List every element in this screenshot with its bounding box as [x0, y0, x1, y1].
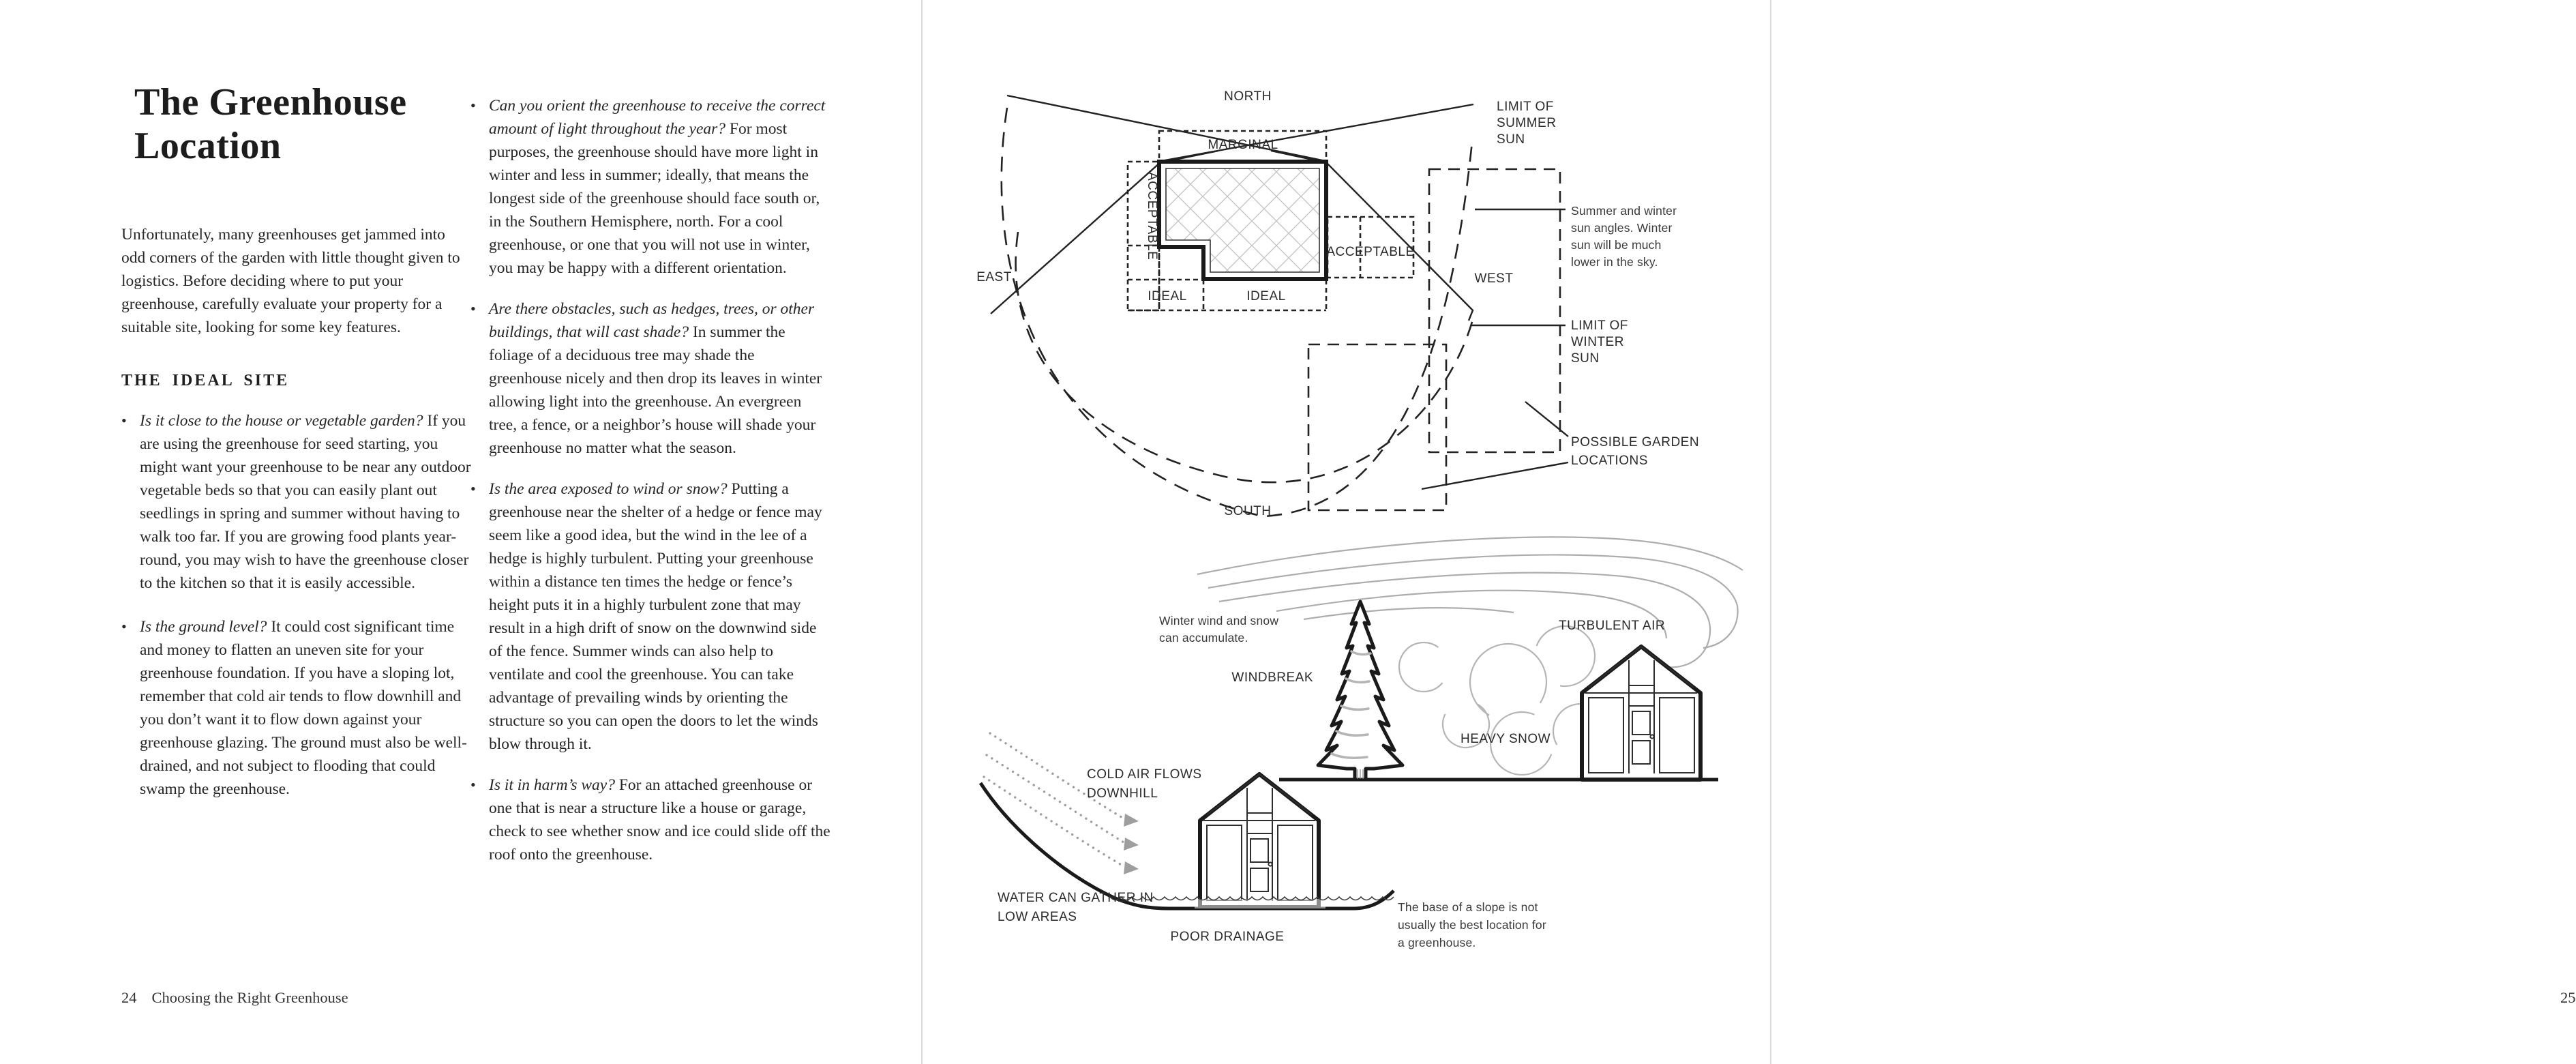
svg-text:POSSIBLE GARDEN: POSSIBLE GARDEN	[1571, 435, 1700, 449]
wind-stream-lines	[1197, 537, 1743, 667]
list-item	[121, 409, 476, 595]
bullet-marker: •	[121, 618, 127, 635]
bullet-marker: •	[470, 480, 476, 497]
bullet-lead: Are there obstacles, such as hedges, trees, or other buildings, that will cast shade?	[489, 300, 815, 341]
page-footer-left	[121, 989, 348, 1007]
bullet-body: It could cost significant time and money to flatten an uneven site for your greenhouse foundation. If you have a sloping lot, remember that cold air tends to flow downhill and you don’t want it to flow down against your greenhouse glazing. The ground must also be well-drained, and not subject to flooding that could swamp the greenhouse.	[140, 618, 467, 798]
svg-text:WATER CAN GATHER IN: WATER CAN GATHER IN	[998, 891, 1154, 905]
page-title-line2: Location	[134, 125, 282, 167]
possible-garden-locations-label	[1571, 435, 1699, 468]
page-gutter-line	[921, 0, 923, 1064]
section-heading: THE IDEAL SITE	[121, 372, 290, 389]
zone-acceptable-right-label: ACCEPTABLE	[1326, 245, 1415, 259]
bullet-marker: •	[470, 776, 476, 793]
heavy-snow-label: HEAVY SNOW	[1461, 732, 1551, 746]
limit-of-summer-sun-label	[1497, 100, 1556, 147]
windbreak-tree	[1318, 602, 1403, 780]
svg-text:COLD AIR FLOWS: COLD AIR FLOWS	[1087, 767, 1202, 782]
windbreak-label: WINDBREAK	[1231, 670, 1313, 685]
slope-note	[1398, 900, 1546, 949]
svg-text:a greenhouse.: a greenhouse.	[1398, 936, 1476, 949]
bullet-text	[140, 409, 476, 595]
limit-of-winter-sun-label	[1571, 319, 1628, 366]
svg-text:SUN: SUN	[1497, 132, 1525, 147]
bullet-lead: Is the ground level?	[140, 618, 267, 636]
cold-air-arrows	[984, 733, 1139, 874]
sun-angle-note	[1571, 204, 1677, 269]
compass-north-label: NORTH	[1224, 89, 1272, 104]
svg-text:DOWNHILL: DOWNHILL	[1087, 786, 1158, 801]
bullet-marker: •	[470, 300, 476, 317]
bullet-text	[489, 297, 830, 460]
svg-text:usually the best location for: usually the best location for	[1398, 918, 1546, 932]
page-title-line1: The Greenhouse	[134, 81, 407, 123]
zone-ideal-left-label: IDEAL	[1148, 289, 1187, 304]
greenhouse-diagrams	[922, 0, 1773, 1064]
water-gather-label	[998, 891, 1154, 924]
list-item	[470, 94, 830, 280]
bullet-text	[489, 94, 830, 280]
svg-text:LOW AREAS: LOW AREAS	[998, 910, 1077, 924]
turbulent-air-label: TURBULENT AIR	[1559, 619, 1666, 633]
svg-text:LIMIT OF: LIMIT OF	[1497, 100, 1554, 114]
flooded-greenhouse	[1200, 774, 1319, 907]
compass-west-label: WEST	[1474, 271, 1514, 286]
svg-text:lower in the sky.: lower in the sky.	[1571, 255, 1658, 269]
bullet-lead: Is it in harm’s way?	[489, 776, 615, 794]
list-item	[470, 773, 830, 866]
page-number: 25	[2560, 989, 2576, 1006]
svg-text:WINTER: WINTER	[1571, 335, 1624, 349]
page-edge-line	[1770, 0, 1771, 1064]
svg-text:LIMIT OF: LIMIT OF	[1571, 319, 1628, 333]
zone-ideal-right-label: IDEAL	[1246, 289, 1286, 304]
bullet-marker: •	[121, 412, 127, 429]
slope-line	[980, 783, 1394, 908]
page-title	[134, 80, 407, 168]
house-footprint	[1159, 162, 1326, 279]
zone-marginal-label: MARGINAL	[1208, 138, 1278, 152]
cold-air-label	[1087, 767, 1202, 801]
svg-text:The base of a slope is not: The base of a slope is not	[1398, 900, 1538, 914]
wind-slope-diagram	[980, 537, 1743, 949]
bullet-list-col1	[121, 409, 476, 821]
bullet-body: For most purposes, the greenhouse should have more light in winter and less in summer; ideally, that means the longest side of the greenhouse should face south or, in the Southern Hemisphere, north. For a cool greenhouse, or one that you will not use in winter, you may be happy with a different orientation.	[489, 120, 820, 277]
poor-drainage-label: POOR DRAINAGE	[1170, 930, 1285, 944]
bullet-text	[489, 773, 830, 866]
page-right	[922, 0, 2576, 1064]
svg-text:Winter wind and snow: Winter wind and snow	[1159, 614, 1279, 627]
compass-east-label: EAST	[976, 270, 1012, 284]
bullet-body: For an attached greenhouse or one that is near a structure like a house or garage, check to see whether snow and ice could slide off the roof onto the greenhouse.	[489, 776, 830, 863]
page-number: 24	[121, 989, 137, 1006]
svg-text:Summer and winter: Summer and winter	[1571, 204, 1677, 218]
bullet-lead: Is it close to the house or vegetable garden?	[140, 412, 423, 430]
intro-paragraph: Unfortunately, many greenhouses get jammed into odd corners of the garden with little thought given to logistics. Before deciding where to put your greenhouse, carefully evaluate your property for a suitable site, looking for some key features.	[121, 225, 460, 336]
bullet-lead: Is the area exposed to wind or snow?	[489, 480, 728, 498]
bullet-marker: •	[470, 97, 476, 114]
bullet-text	[489, 477, 830, 756]
bullet-body: If you are using the greenhouse for seed starting, you might want your greenhouse to be near any outdoor vegetable beds so that you can easily plant out seedlings in spring and summer without having to walk too far. If you are growing food plants year-round, you may wish to have the greenhouse closer to the kitchen so that it is easily accessible.	[140, 412, 471, 592]
svg-text:SUN: SUN	[1571, 351, 1600, 366]
zone-acceptable-left-label: ACCEPTABLE	[1145, 172, 1159, 261]
svg-text:can accumulate.: can accumulate.	[1159, 631, 1248, 645]
compass-south-label: SOUTH	[1224, 504, 1272, 518]
list-item	[470, 477, 830, 756]
bullet-list-col2	[470, 94, 830, 884]
svg-text:SUMMER: SUMMER	[1497, 116, 1557, 130]
running-head: Choosing the Right Greenhouse	[151, 989, 348, 1006]
bullet-text	[140, 615, 476, 801]
sun-path-diagram	[976, 89, 1699, 518]
page-footer-right	[2560, 989, 2576, 1007]
svg-text:sun will be much: sun will be much	[1571, 238, 1662, 252]
bullet-body: Putting a greenhouse near the shelter of a hedge or fence may seem like a good idea, but the wind in the lee of a hedge is highly turbulent. Putting your greenhouse within a distance ten times the hedge or fence’s height puts it in a highly turbulent zone that may result in a high drift of snow on the downwind side of the fence. Summer winds can also help to ventilate and cool the greenhouse. You can take advantage of prevailing winds by orienting the structure so you can open the doors to let the winds blow through it.	[489, 480, 822, 753]
sun-limit-box	[1429, 169, 1560, 452]
bullet-lead: Can you orient the greenhouse to receive the correct amount of light throughout the year?	[489, 97, 826, 138]
svg-text:LOCATIONS: LOCATIONS	[1571, 454, 1648, 468]
page-left	[0, 0, 921, 1064]
winter-wind-note	[1159, 614, 1278, 645]
svg-text:sun angles. Winter: sun angles. Winter	[1571, 221, 1673, 235]
bullet-body: In summer the foliage of a deciduous tree may shade the greenhouse nicely and then drop its leaves in winter allowing light into the greenhouse. An evergreen tree, a fence, or a neighbor’s house will shade your greenhouse no matter what the season.	[489, 323, 822, 457]
list-item	[470, 297, 830, 460]
list-item	[121, 615, 476, 801]
